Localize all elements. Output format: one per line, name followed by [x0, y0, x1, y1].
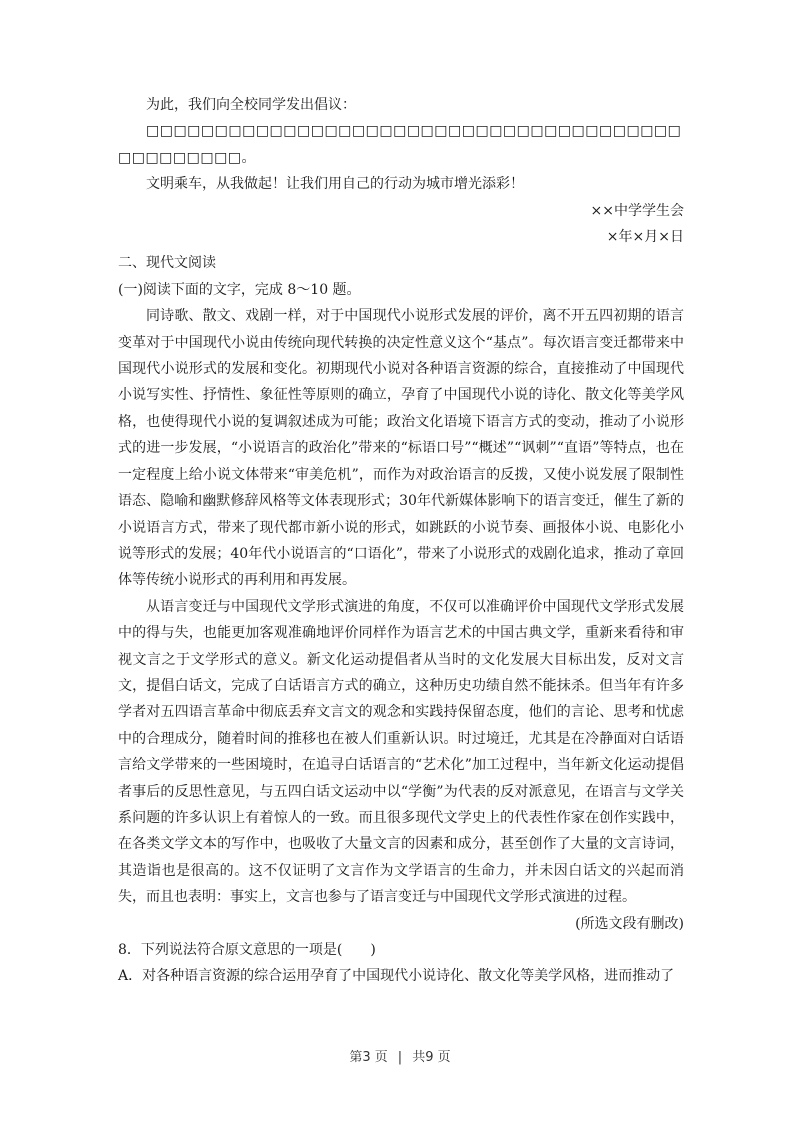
- passage-source-note: (所选文段有删改): [575, 915, 684, 932]
- document-page: [118, 92, 684, 990]
- letter-slogan: 文明乘车，从我做起！让我们用自己的行动为城市增光添彩！: [146, 176, 524, 193]
- letter-intro: 为此，我们向全校同学发出倡议：: [146, 97, 356, 113]
- page-total: 共9 页: [412, 1050, 451, 1065]
- letter-blank-boxes: □□□□□□□□□□□□□□□□□□□□□□□□□□□□□□□□□□□□□□□□□□□□□□□□。: [118, 123, 682, 166]
- page-number: 第3 页: [349, 1050, 388, 1065]
- footer-separator: |: [397, 1050, 403, 1065]
- letter-date: ×年×月×日: [606, 229, 684, 246]
- section-subtitle: (一)阅读下面的文字，完成 8～10 题。: [118, 281, 361, 298]
- question-stem: 8．下列说法符合原文意思的一项是( ): [118, 942, 376, 958]
- letter-signature: ××中学学生会: [590, 202, 684, 219]
- passage-paragraph-1: 同诗歌、散文、戏剧一样，对于中国现代小说形式发展的评价，离不开五四初期的语言变革对于中国现代小说由传统向现代转换的决定性意义这个“基点”。每次语言变迁都带来中国现代小说形式的发展和变化。初期现代小说对各种语言资源的综合，直接推动了中国现代小说写实性、抒情性、象征性等原则的确立，孕育了中国现代小说的诗化、散文化等美学风格，也使得现代小说的复调叙述成为可能；政治文化语境下语言方式的变动，推动了小说形式的进一步发展，“小说语言的政治化”带来的“标语口号”“概述”“讽刺”“直语”等特点，也在一定程度上给小说文体带来“审美危机”，而作为对政治语言的反拨，又使小说发展了限制性语态、隐喻和幽默修辞风格等文体表现形式；30年代新媒体影响下的语言变迁，催生了新的小说语言方式，带来了现代都市新小说的形式，如跳跃的小说节奏、画报体小说、电影化小说等形式的发展；40年代小说语言的“口语化”，带来了小说形式的戏剧化追求，推动了章回体等传统小说形式的再利用和再发展。: [118, 308, 684, 589]
- question-option-a: A．对各种语言资源的综合运用孕育了中国现代小说诗化、散文化等美学风格，进而推动了: [118, 968, 675, 985]
- page-footer: [0, 1046, 800, 1065]
- section-title: 二、现代文阅读: [118, 255, 216, 272]
- passage-paragraph-2: 从语言变迁与中国现代文学形式演进的角度，不仅可以准确评价中国现代文学形式发展中的得与失，也能更加客观准确地评价同样作为语言艺术的中国古典文学，重新来看待和审视文言之于文学形式的意义。新文化运动提倡者从当时的文化发展大目标出发，反对文言文，提倡白话文，完成了白话语言方式的确立，这种历史功绩自然不能抹杀。但当年有许多学者对五四语言革命中彻底丢弃文言文的观念和实践持保留态度，他们的言论、思考和忧虑中的合理成分，随着时间的推移也在被人们重新认识。时过境迁，尤其是在冷静面对白话语言给文学带来的一些困境时，在追寻白话语言的“艺术化”加工过程中，当年新文化运动提倡者事后的反思性意见，与五四白话文运动中以“学衡”为代表的反对派意见，在语言与文学关系问题的许多认识上有着惊人的一致。而且很多现代文学史上的代表性作家在创作实践中，在各类文学文本的写作中，也吸收了大量文言的因素和成分，甚至创作了大量的文言诗词，其造诣也是很高的。这不仅证明了文言作为文学语言的生命力，并未因白话文的兴起而消失，而且也表明：事实上，文言也参与了语言变迁与中国现代文学形式演进的过程。: [118, 598, 684, 906]
